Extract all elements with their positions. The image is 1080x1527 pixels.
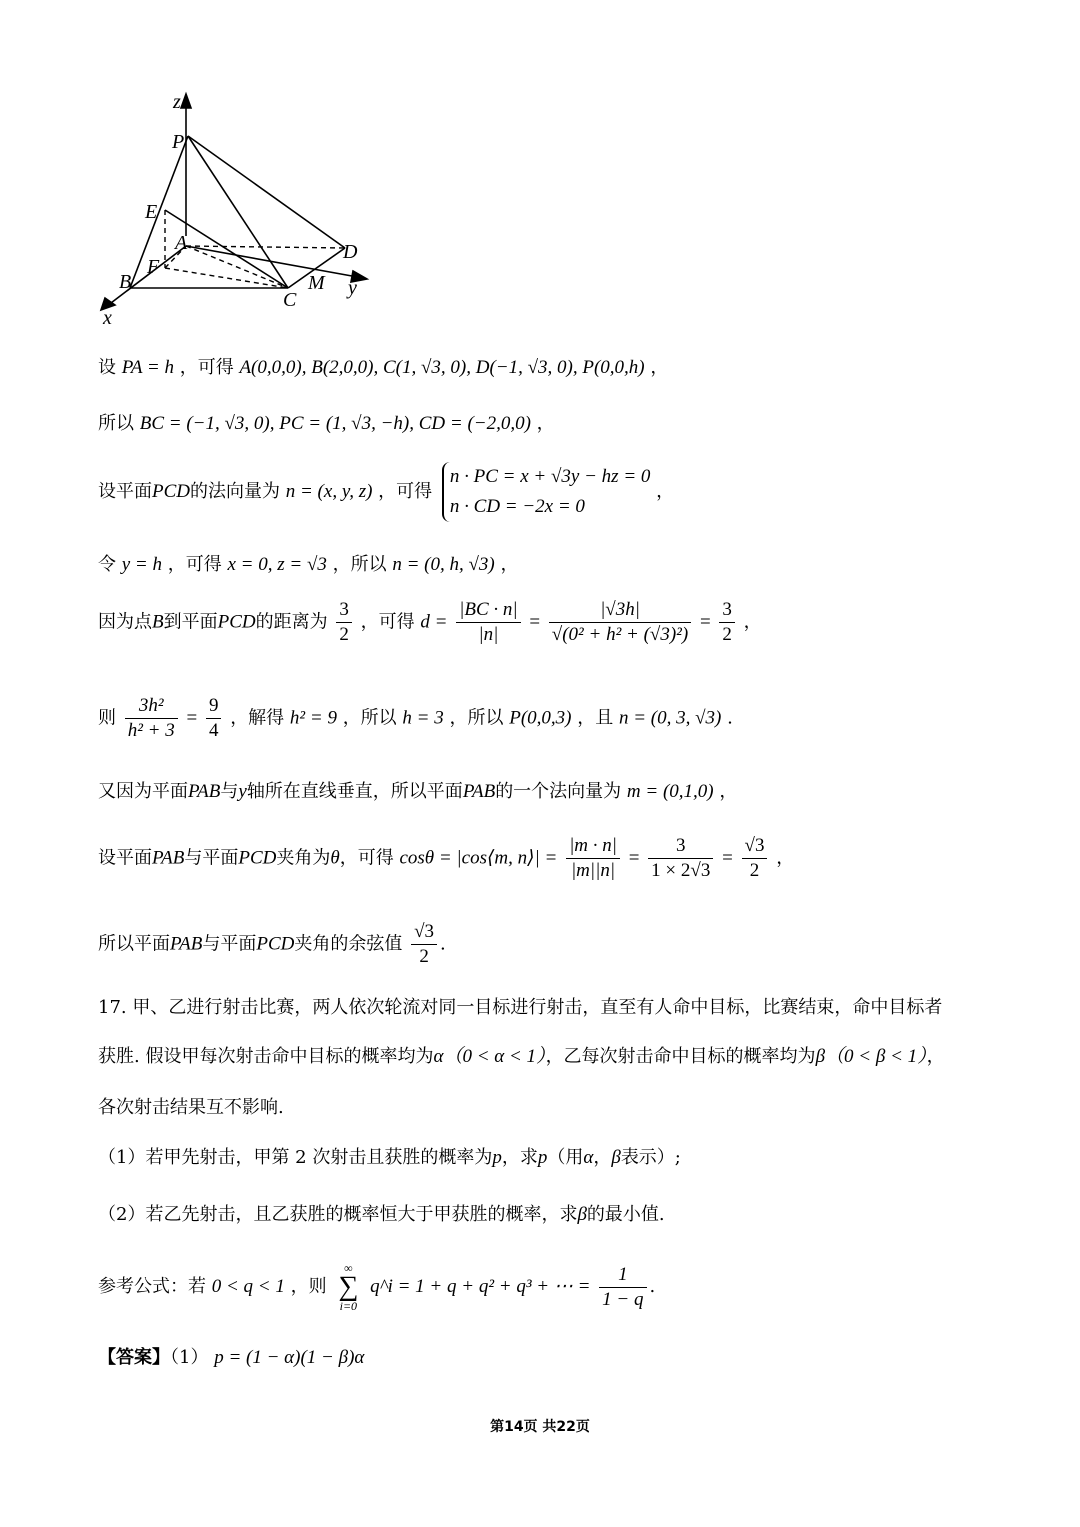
equation-1: n · PC = x + √3y − hz = 0 (449, 466, 651, 487)
math: BC = (−1, √3, 0), PC = (1, √3, −h), CD = (−2,0,0) (139, 413, 531, 434)
label-c: C (283, 289, 297, 311)
label-z: z (173, 91, 181, 113)
fraction: $\frac{1}{1 - q}$ (599, 1263, 646, 1312)
text: ， (500, 554, 519, 575)
text: . (649, 1276, 656, 1297)
fraction: $\frac{|m \cdot n|}{|m||n|}$ (566, 834, 620, 883)
math: = (529, 611, 541, 633)
math: = (186, 707, 198, 729)
fraction: $\frac{3}{2}$ (719, 598, 735, 647)
text: . (440, 933, 446, 955)
math: p (492, 1147, 502, 1168)
text: 设 (98, 357, 116, 378)
text: 获胜. 假设甲每次射击命中目标的概率均为 (98, 1046, 434, 1067)
text: （1） (170, 1347, 209, 1368)
label-a: A (175, 232, 188, 254)
z-axis-arrow (181, 94, 191, 108)
math: PCD (152, 481, 190, 502)
text: 的最小值. (586, 1204, 665, 1225)
text: ， (650, 357, 669, 378)
problem-17-line-1 (98, 996, 942, 1020)
math: PA = h (121, 357, 174, 378)
math: PAB (170, 933, 203, 955)
fraction: $\frac{3}{2}$ (336, 598, 352, 647)
text: 的一个法向量为 (495, 781, 622, 802)
text: 的法向量为 (190, 481, 280, 502)
fraction: $\frac{√3}{2}$ (411, 920, 437, 969)
text: 夹角的余弦值 (294, 933, 403, 955)
solution-line-7 (98, 780, 737, 804)
math: cosθ = |cos⟨m, n⟩| = (399, 847, 558, 869)
fraction: $\frac{9}{4}$ (206, 694, 222, 743)
text: 所以平面 (98, 933, 170, 955)
solution-line-2 (98, 412, 555, 436)
label-b: B (119, 271, 132, 293)
text: ，可得 (339, 847, 394, 869)
math: PAB (462, 781, 496, 802)
math: = (722, 847, 733, 869)
math: β (611, 1147, 621, 1168)
math: h = 3 (402, 707, 444, 729)
math: m = (0,1,0) (626, 781, 714, 802)
text: 表示）; (620, 1147, 681, 1168)
text: ，可得 (360, 611, 415, 633)
label-y: y (348, 277, 357, 299)
math: P(0,0,3) (509, 707, 572, 729)
text: 又因为平面 (98, 781, 188, 802)
answer-label: 【答案】 (98, 1347, 170, 1368)
label-d: D (343, 241, 358, 263)
text: 17. 甲、乙进行射击比赛，两人依次轮流对同一目标进行射击，直至有人命中目标，比赛结束，命中目标者 (98, 997, 943, 1018)
label-x: x (103, 307, 112, 328)
math: 0 < q < 1 (211, 1276, 285, 1297)
label-p: P (172, 131, 185, 153)
fraction: $\frac{|BC \cdot n|}{|n|}$ (456, 598, 520, 647)
text: 因为点 (98, 611, 152, 633)
math: q^i = 1 + q + q² + q³ + ⋯ = (370, 1276, 591, 1297)
fraction: $\frac{√3}{2}$ (742, 834, 768, 883)
page-footer: 第14页 共22页 (490, 1419, 590, 1435)
math: y = h (121, 554, 162, 575)
text: ，可得 (179, 357, 234, 378)
text: 各次射击结果互不影响. (98, 1097, 284, 1118)
math: h² = 9 (289, 707, 337, 729)
text: ， (536, 413, 555, 434)
math: A(0,0,0), B(2,0,0), C(1, √3, 0), D(−1, √3, 0), P(0,0,h) (239, 357, 645, 378)
math: β (577, 1204, 587, 1225)
text: ，所以 (342, 707, 397, 729)
math: d = (420, 611, 448, 633)
text: 与平面 (184, 847, 239, 869)
solution-line-9 (98, 920, 446, 969)
text: 与 (220, 781, 239, 802)
equation-system (442, 462, 651, 522)
math: PCD (238, 847, 277, 869)
text: 与平面 (202, 933, 257, 955)
text: ，解得 (230, 707, 285, 729)
math: n = (0, 3, √3) (618, 707, 722, 729)
solution-line-1 (98, 356, 668, 380)
math: α (583, 1147, 594, 1168)
text: ， (593, 1147, 612, 1168)
text: ，可得 (378, 481, 433, 502)
text: 轴所在直线垂直，所以平面 (246, 781, 463, 802)
math: θ (330, 847, 340, 869)
geometry-figure (95, 88, 385, 328)
text: ，可得 (167, 554, 222, 575)
math: = (699, 611, 711, 633)
fraction: $\frac{3}{1 \times 2√3}$ (648, 834, 713, 883)
math: PAB (152, 847, 185, 869)
text: 参考公式：若 (98, 1276, 206, 1297)
label-m: M (308, 272, 325, 294)
math: n = (x, y, z) (285, 481, 373, 502)
text: . (727, 707, 733, 729)
math: （0 < α < 1） (443, 1046, 546, 1067)
text: ， (743, 611, 762, 633)
solution-line-5 (98, 598, 762, 647)
problem-17-line-2 (98, 1045, 945, 1069)
math: = (628, 847, 640, 869)
text: 到平面 (163, 611, 218, 633)
label-f: F (147, 256, 160, 278)
math: n = (0, h, √3) (392, 554, 495, 575)
solution-line-8 (98, 834, 794, 883)
math: B (152, 611, 164, 633)
question-2 (98, 1203, 665, 1227)
fraction: $\frac{\text{3h²}}{\text{h² + 3}}$ (125, 694, 178, 743)
text: （2）若乙先射击，且乙获胜的概率恒大于甲获胜的概率，求 (98, 1204, 578, 1225)
question-1 (98, 1146, 681, 1170)
math: β (815, 1046, 826, 1067)
text: ，所以 (449, 707, 504, 729)
math: PCD (256, 933, 295, 955)
text: 的距离为 (255, 611, 328, 633)
text: 设平面 (98, 481, 152, 502)
text: ， (719, 781, 738, 802)
text: ， (926, 1046, 945, 1067)
problem-17-line-3 (98, 1096, 284, 1120)
y-axis (186, 246, 363, 278)
text: （用 (547, 1147, 584, 1168)
text: ，则 (290, 1276, 327, 1297)
answer-line (98, 1346, 364, 1370)
math: y (238, 781, 247, 802)
text: ，且 (577, 707, 614, 729)
reference-formula (98, 1262, 655, 1312)
text: 则 (98, 707, 116, 729)
solution-line-4 (98, 553, 518, 577)
label-e: E (145, 201, 158, 223)
math: PCD (217, 611, 256, 633)
fraction: $\frac{|√3h|}{\text{√(0² + h² + (√3)²)}}$ (549, 598, 691, 647)
text: ， (776, 847, 795, 869)
text: ，所以 (332, 554, 387, 575)
text: 令 (98, 554, 116, 575)
math: p = (1 − α)(1 − β)α (214, 1347, 365, 1368)
text: ，求 (501, 1147, 538, 1168)
summation: ∞ ∑ i=0 (338, 1261, 359, 1313)
math: α (433, 1046, 444, 1067)
text: 夹角为 (276, 847, 331, 869)
solution-line-6 (98, 694, 733, 743)
math: （0 < β < 1） (825, 1046, 927, 1067)
text: ， (656, 481, 675, 502)
text: ，乙每次射击命中目标的概率均为 (545, 1046, 816, 1067)
math: PAB (188, 781, 221, 802)
solution-line-3 (98, 462, 674, 522)
text: （1）若甲先射击，甲第 2 次射击且获胜的概率为 (98, 1147, 493, 1168)
math: p (537, 1147, 548, 1168)
text: 所以 (98, 413, 134, 434)
math: x = 0, z = √3 (227, 554, 327, 575)
equation-2: n · CD = −2x = 0 (449, 496, 585, 517)
text: 设平面 (98, 847, 152, 869)
